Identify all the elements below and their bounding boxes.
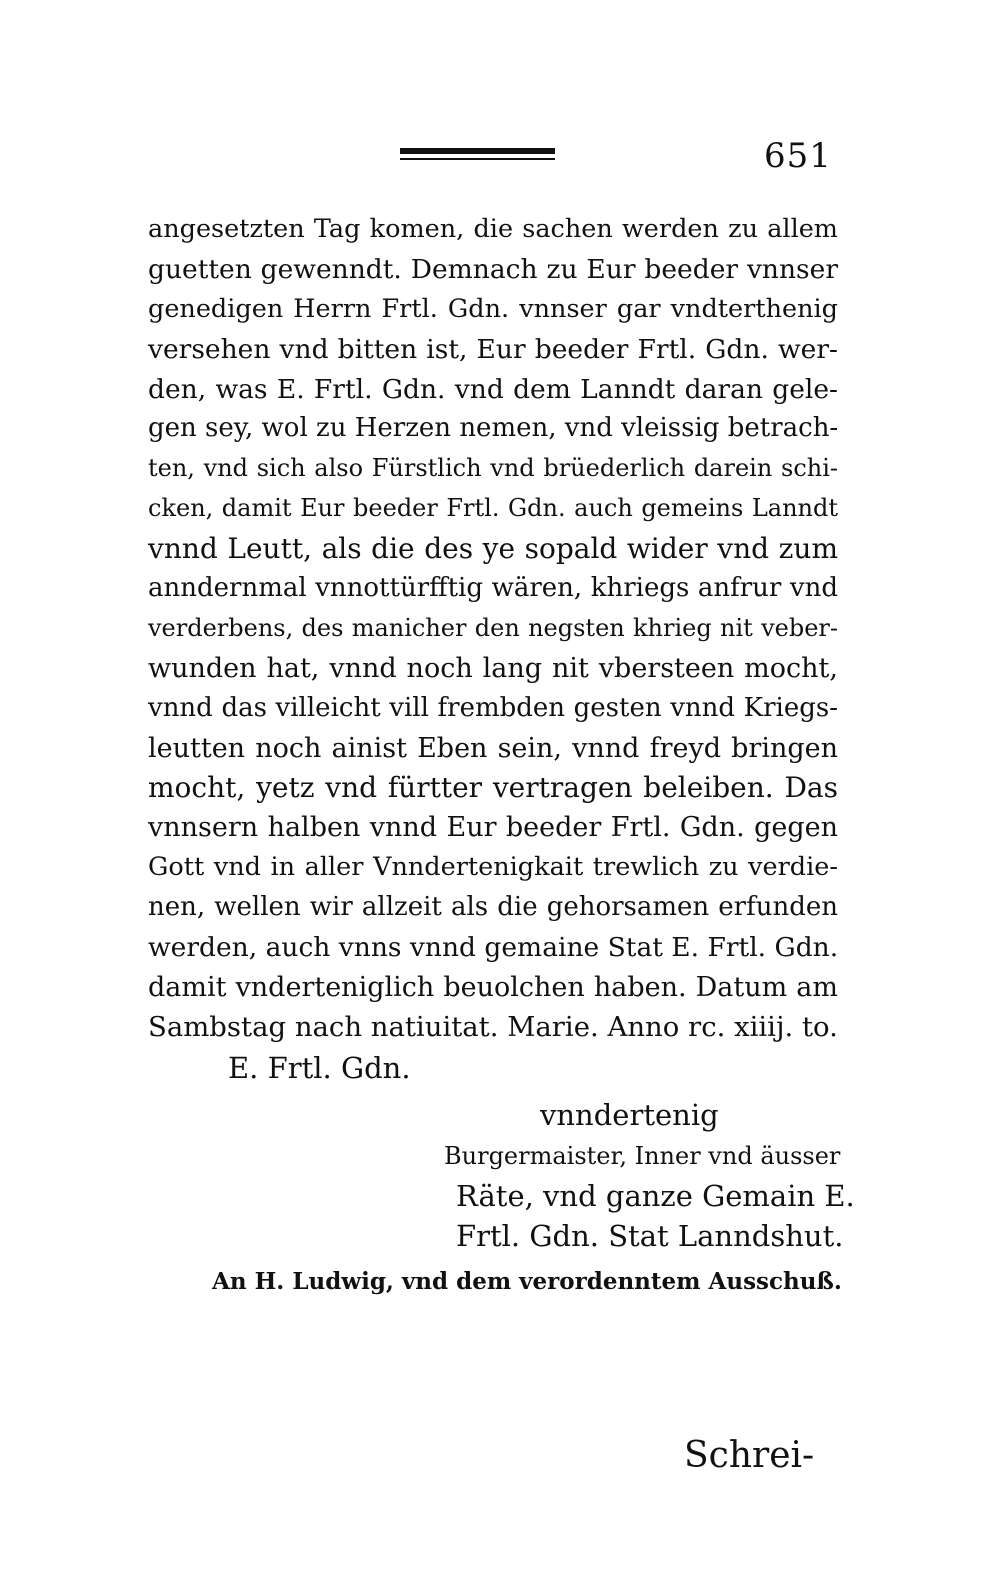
signature-line: Burgermaister, Inner vnd äusser (444, 1142, 841, 1170)
text-line: wunden hat, vnnd noch lang nit vbersteen mocht, (148, 652, 838, 684)
text-line: ten, vnd sich also Fürstlich vnd brüederlich darein schi- (148, 454, 838, 483)
text-line: verderbens, des manicher den negsten khrieg nit veber- (148, 613, 838, 642)
header-rule-thin-bar (400, 158, 555, 160)
catchword: Schrei- (684, 1435, 815, 1476)
text-line: nen, wellen wir allzeit als die gehorsamen erfunden (148, 892, 838, 923)
header-rule-thick-bar (400, 148, 555, 154)
text-line: versehen vnd bitten ist, Eur beeder Frtl. Gdn. wer- (148, 333, 838, 365)
text-line: genedigen Herrn Frtl. Gdn. vnnser gar vndterthenig (148, 293, 838, 324)
text-line: Gott vnd in aller Vnndertenigkait trewlich zu verdie- (148, 852, 838, 883)
signature-head: vnndertenig (540, 1098, 719, 1132)
text-line: werden, auch vnns vnnd gemaine Stat E. Frtl. Gdn. (148, 932, 839, 964)
text-line: vnnd das villeicht vill frembden gesten vnnd Kriegs- (148, 692, 838, 723)
closing-salutation: E. Frtl. Gdn. (228, 1051, 411, 1085)
text-line: angesetzten Tag komen, die sachen werden zu allem (148, 214, 838, 244)
text-line: gen sey, wol zu Herzen nemen, vnd vleissig betrach- (148, 413, 839, 444)
text-line: anndernmal vnnottürfftig wären, khriegs anfrur vnd (148, 573, 838, 604)
signature-line: Frtl. Gdn. Stat Lanndshut. (456, 1219, 844, 1253)
signature-block (444, 1094, 855, 1256)
header-rule (400, 148, 555, 162)
text-line: den, was E. Frtl. Gdn. vnd dem Lanndt daran gele- (148, 373, 838, 405)
text-line: cken, damit Eur beeder Frtl. Gdn. auch gemeins Lanndt (148, 494, 838, 523)
text-line: vnnsern halben vnnd Eur beeder Frtl. Gdn. gegen (148, 812, 838, 844)
text-line: vnnd Leutt, als die des ye sopald wider vnd zum (148, 532, 838, 566)
page-number: 651 (764, 136, 832, 176)
text-line: damit vnderteniglich beuolchen haben. Datum am (148, 971, 838, 1003)
signature-line: Räte, vnd ganze Gemain E. (456, 1179, 855, 1213)
text-line: leutten noch ainist Eben sein, vnnd freyd bringen (148, 732, 838, 764)
text-line: Sambstag nach natiuitat. Marie. Anno rc. xiiij. to. (148, 1010, 838, 1043)
text-line: guetten gewenndt. Demnach zu Eur beeder vnnser (148, 253, 838, 285)
body-text (148, 210, 838, 1048)
address-line: An H. Ludwig, vnd dem verordenntem Ausschuß. (212, 1268, 842, 1295)
text-line: mocht, yetz vnd fürtter vertragen beleiben. Das (148, 771, 838, 805)
